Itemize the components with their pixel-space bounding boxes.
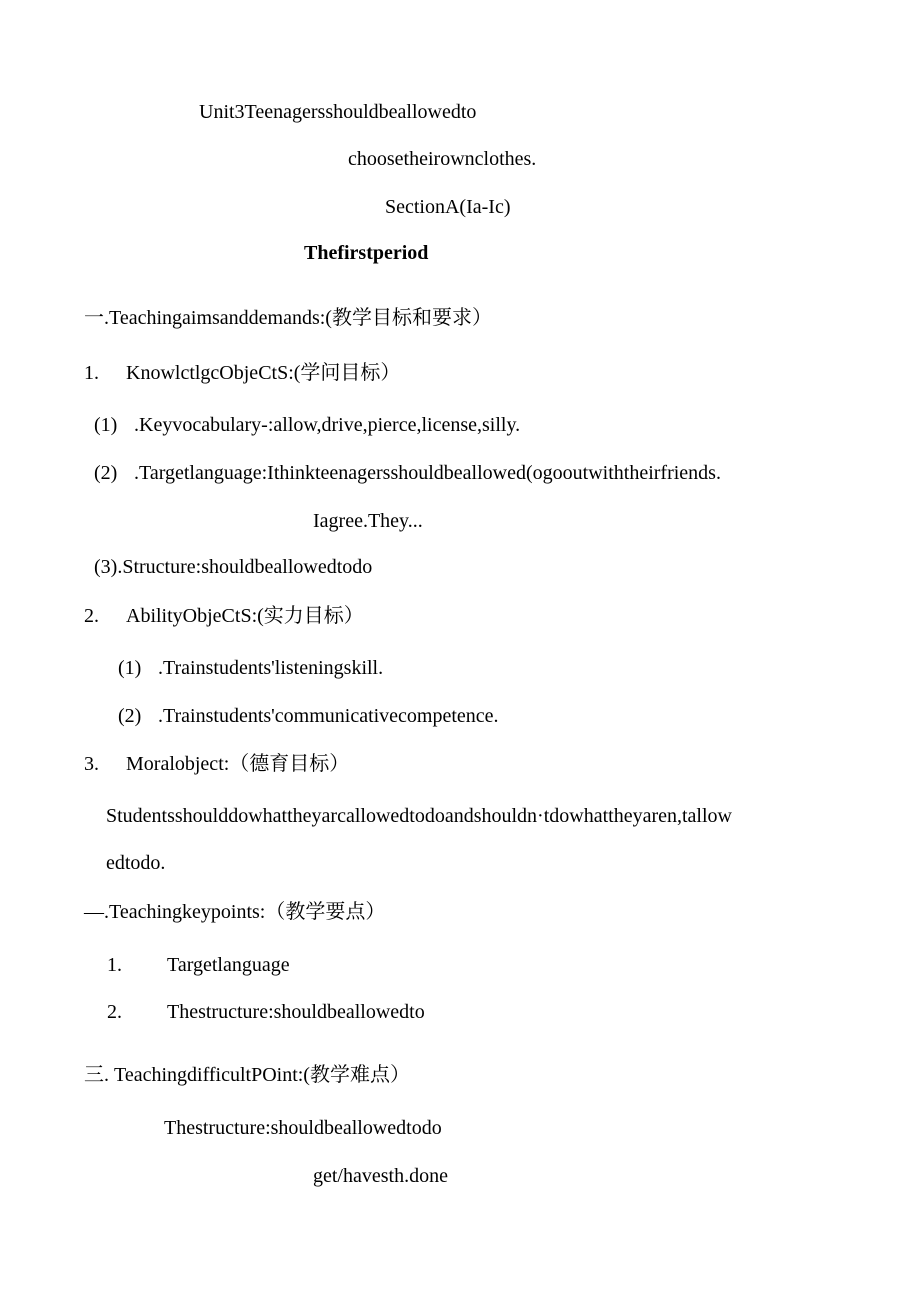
moral-label: Moralobject:（德育目标）: [126, 753, 350, 775]
moral-object: [84, 752, 349, 776]
moral-number: 3.: [84, 753, 99, 775]
title-line-2: choosetheirownclothes.: [348, 148, 537, 170]
knowledge-item-1: (1) .Keyvocabulary-:allow,drive,pierce,license,silly.: [94, 414, 521, 436]
difficult-heading: 三. TeachingdifficultPOint:(教学难点）: [84, 1064, 410, 1086]
knowledge-number: 1.: [84, 362, 99, 384]
keypoints-heading: —.Teachingkeypoints:（教学要点）: [84, 901, 386, 923]
title-section: SectionA(Ia-Ic): [385, 196, 511, 218]
ability-label: AbilityObjeCtS:(实力目标）: [126, 605, 364, 627]
knowledge-item-2: (2) .Targetlanguage:Ithinkteenagersshouldbeallowed(ogooutwiththeirfriends.: [94, 462, 721, 484]
moral-text-2: edtodo.: [106, 852, 166, 874]
knowledge-label: KnowlctlgcObjeCtS:(学问目标）: [126, 362, 401, 384]
aims-heading: 一.Teachingaimsanddemands:(教学目标和要求）: [84, 307, 492, 329]
knowledge-item-3: (3).Structure:shouldbeallowedtodo: [94, 556, 373, 578]
difficult-line-1: Thestructure:shouldbeallowedtodo: [164, 1117, 442, 1139]
ability-item-2: (2) .Trainstudents'communicativecompetence.: [118, 705, 499, 727]
keypoint-item-1: 1. Targetlanguage: [107, 954, 290, 976]
knowledge-item-2-cont: Iagree.They...: [313, 510, 423, 532]
ability-objects: [84, 604, 364, 628]
moral-text-1: Studentsshoulddowhattheyarcallowedtodoandshouldn·tdowhattheyaren,tallow: [106, 805, 732, 827]
ability-number: 2.: [84, 605, 99, 627]
ability-item-1: (1) .Trainstudents'listeningskill.: [118, 657, 384, 679]
knowledge-objects: [84, 361, 400, 385]
period-title: Thefirstperiod: [304, 242, 429, 264]
difficult-line-2: get/havesth.done: [313, 1165, 448, 1187]
title-line-1: Unit3Teenagersshouldbeallowedto: [199, 101, 477, 123]
keypoint-item-2: 2. Thestructure:shouldbeallowedto: [107, 1001, 425, 1023]
